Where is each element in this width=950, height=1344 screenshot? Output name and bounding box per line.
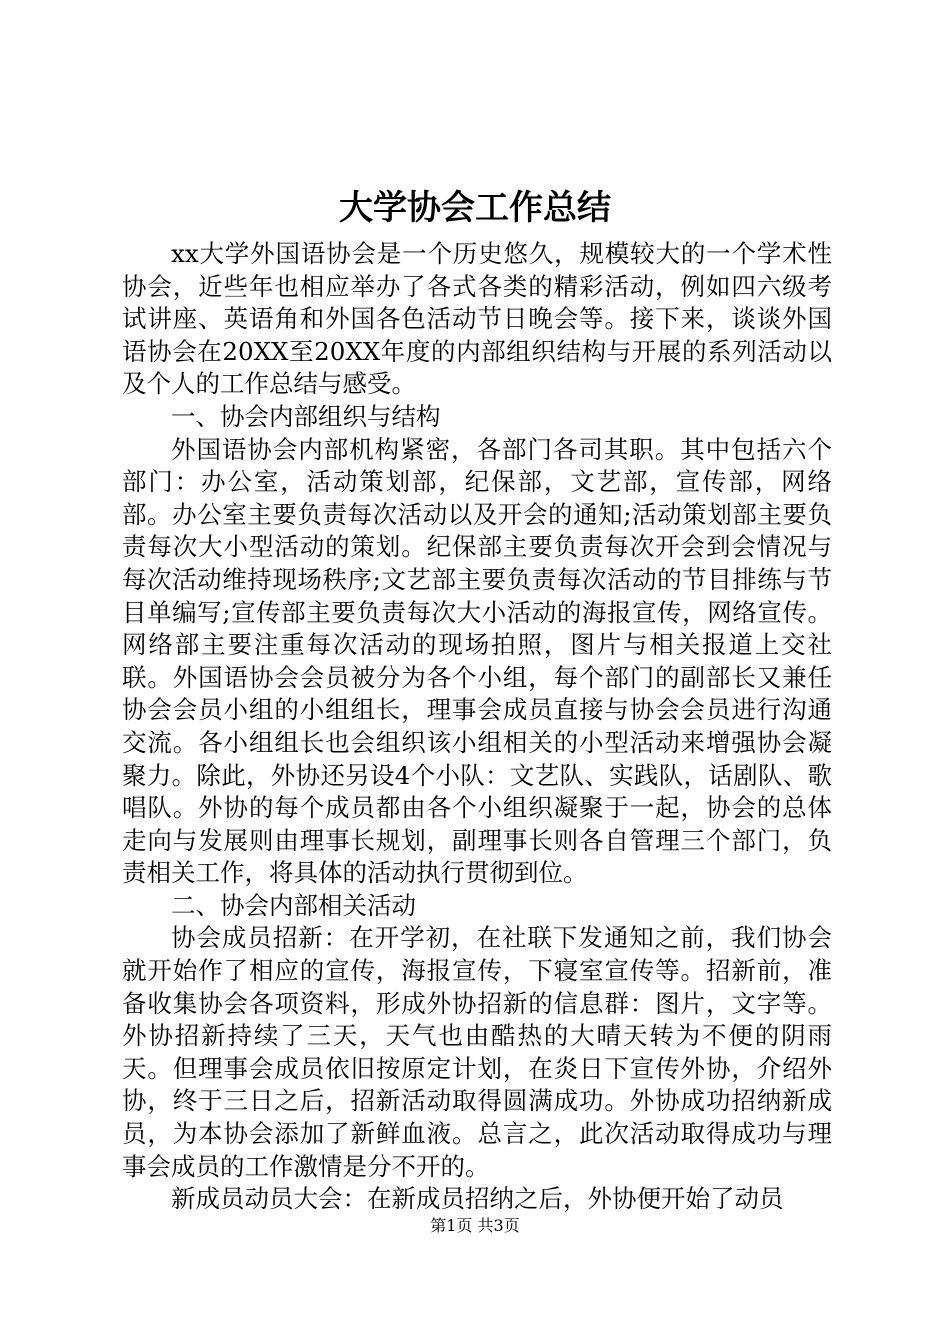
paragraph-recruitment: 协会成员招新：在开学初，在社联下发通知之前，我们协会就开始作了相应的宣传，海报宣传，下寝室宣传等。招新前，准备收集协会各项资料，形成外协招新的信息群：图片，文字等。外协招新持续了三天，天气也由酷热的大晴天转为不便的阴雨天。但理事会成员依旧按原定计划，在炎日下宣传外协，介绍外协，终于三日之后，招新活动取得圆满成功。外协成功招纳新成员，为本协会添加了新鲜血液。总言之，此次活动取得成功与理事会成员的工作激情是分不开的。 bbox=[122, 923, 832, 1181]
paragraph-organization: 外国语协会内部机构紧密，各部门各司其职。其中包括六个部门：办公室，活动策划部，纪保部，文艺部，宣传部，网络部。办公室主要负责每次活动以及开会的通知;活动策划部主要负责每次大小型活动的策划。纪保部主要负责每次开会到会情况与每次活动维持现场秩序;文艺部主要负责每次活动的节目排练与节目单编写;宣传部主要负责每次大小活动的海报宣传，网络宣传。网络部主要注重每次活动的现场拍照，图片与相关报道上交社联。外国语协会会员被分为各个小组，每个部门的副部长又兼任协会会员小组的小组组长，理事会成员直接与协会会员进行沟通交流。各小组组长也会组织该小组相关的小型活动来增强协会凝聚力。除此，外协还另设4个小队：文艺队、实践队，话剧队、歌唱队。外协的每个成员都由各个小组织凝聚于一起，协会的总体走向与发展则由理事长规划，副理事长则各自管理三个部门，负责相关工作，将具体的活动执行贯彻到位。 bbox=[122, 434, 832, 888]
page-footer: 第1页 共3页 bbox=[430, 1216, 520, 1235]
section-heading-organization: 一、协会内部组织与结构 bbox=[171, 401, 441, 431]
paragraph-mobilization: 新成员动员大会：在新成员招纳之后，外协便开始了动员 bbox=[171, 1184, 784, 1214]
document-body bbox=[122, 238, 832, 1216]
document-title: 大学协会工作总结 bbox=[339, 188, 611, 228]
paragraph-intro: xx大学外国语协会是一个历史悠久，规模较大的一个学术性协会，近些年也相应举办了各式各类的精彩活动，例如四六级考试讲座、英语角和外国各色活动节日晚会等。接下来，谈谈外国语协会在20XX至20XX年度的内部组织结构与开展的系列活动以及个人的工作总结与感受。 bbox=[122, 239, 832, 399]
section-heading-activities: 二、协会内部相关活动 bbox=[171, 890, 416, 920]
